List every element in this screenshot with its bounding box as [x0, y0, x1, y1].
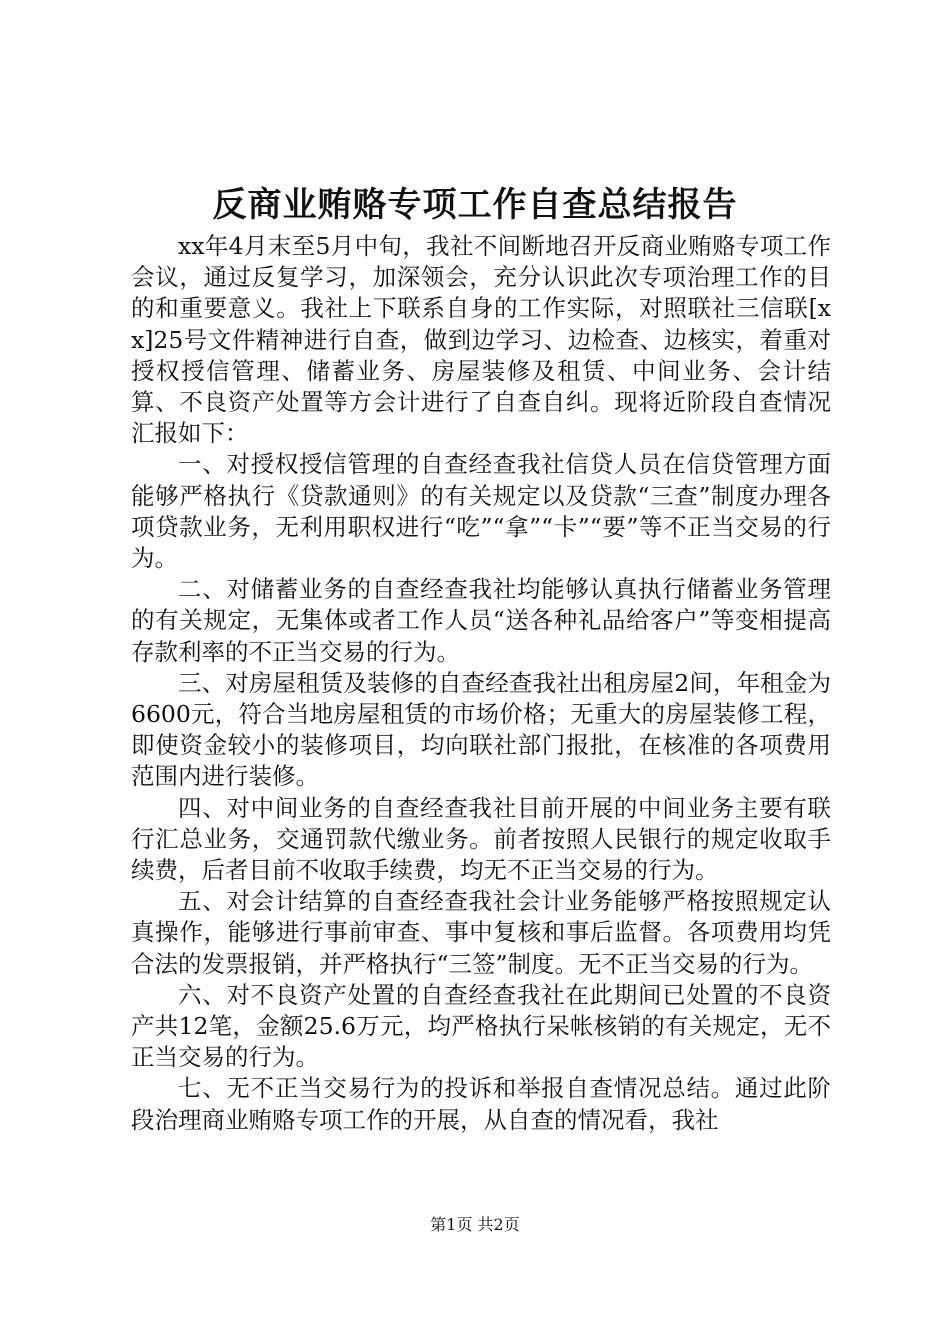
paragraph-section-7: 七、无不正当交易行为的投诉和举报自查情况总结。通过此阶段治理商业贿赂专项工作的开展，从自查的情况看，我社	[131, 1074, 831, 1134]
page-number-footer: 第1页 共2页	[430, 1215, 520, 1234]
document-title: 反商业贿赂专项工作自查总结报告	[212, 185, 738, 225]
document-body	[131, 231, 831, 1136]
paragraph-intro: xx年4月末至5月中旬，我社不间断地召开反商业贿赂专项工作会议，通过反复学习，加深领会，充分认识此次专项治理工作的目的和重要意义。我社上下联系自身的工作实际，对照联社三信联[xx]25号文件精神进行自查，做到边学习、边检查、边核实，着重对授权授信管理、储蓄业务、房屋装修及租赁、中间业务、会计结算、不良资产处置等方会计进行了自查自纠。现将近阶段自查情况汇报如下：	[131, 232, 831, 448]
paragraph-section-1: 一、对授权授信管理的自查经查我社信贷人员在信贷管理方面能够严格执行《贷款通则》的有关规定以及贷款“三查”制度办理各项贷款业务，无利用职权进行“吃”“拿”“卡”“要”等不正当交易的行为。	[131, 450, 831, 573]
paragraph-section-6: 六、对不良资产处置的自查经查我社在此期间已处置的不良资产共12笔，金额25.6万元，均严格执行呆帐核销的有关规定，无不正当交易的行为。	[131, 980, 831, 1072]
paragraph-section-5: 五、对会计结算的自查经查我社会计业务能够严格按照规定认真操作，能够进行事前审查、事中复核和事后监督。各项费用均凭合法的发票报销，并严格执行“三签”制度。无不正当交易的行为。	[131, 887, 831, 978]
paragraph-section-2: 二、对储蓄业务的自查经查我社均能够认真执行储蓄业务管理的有关规定，无集体或者工作人员“送各种礼品给客户”等变相提高存款利率的不正当交易的行为。	[131, 575, 831, 666]
paragraph-section-3: 三、对房屋租赁及装修的自查经查我社出租房屋2间，年租金为6600元，符合当地房屋租赁的市场价格；无重大的房屋装修工程，即使资金较小的装修项目，均向联社部门报批，在核准的各项费用范围内进行装修。	[131, 668, 831, 791]
paragraph-section-4: 四、对中间业务的自查经查我社目前开展的中间业务主要有联行汇总业务，交通罚款代缴业务。前者按照人民银行的规定收取手续费，后者目前不收取手续费，均无不正当交易的行为。	[131, 793, 831, 885]
